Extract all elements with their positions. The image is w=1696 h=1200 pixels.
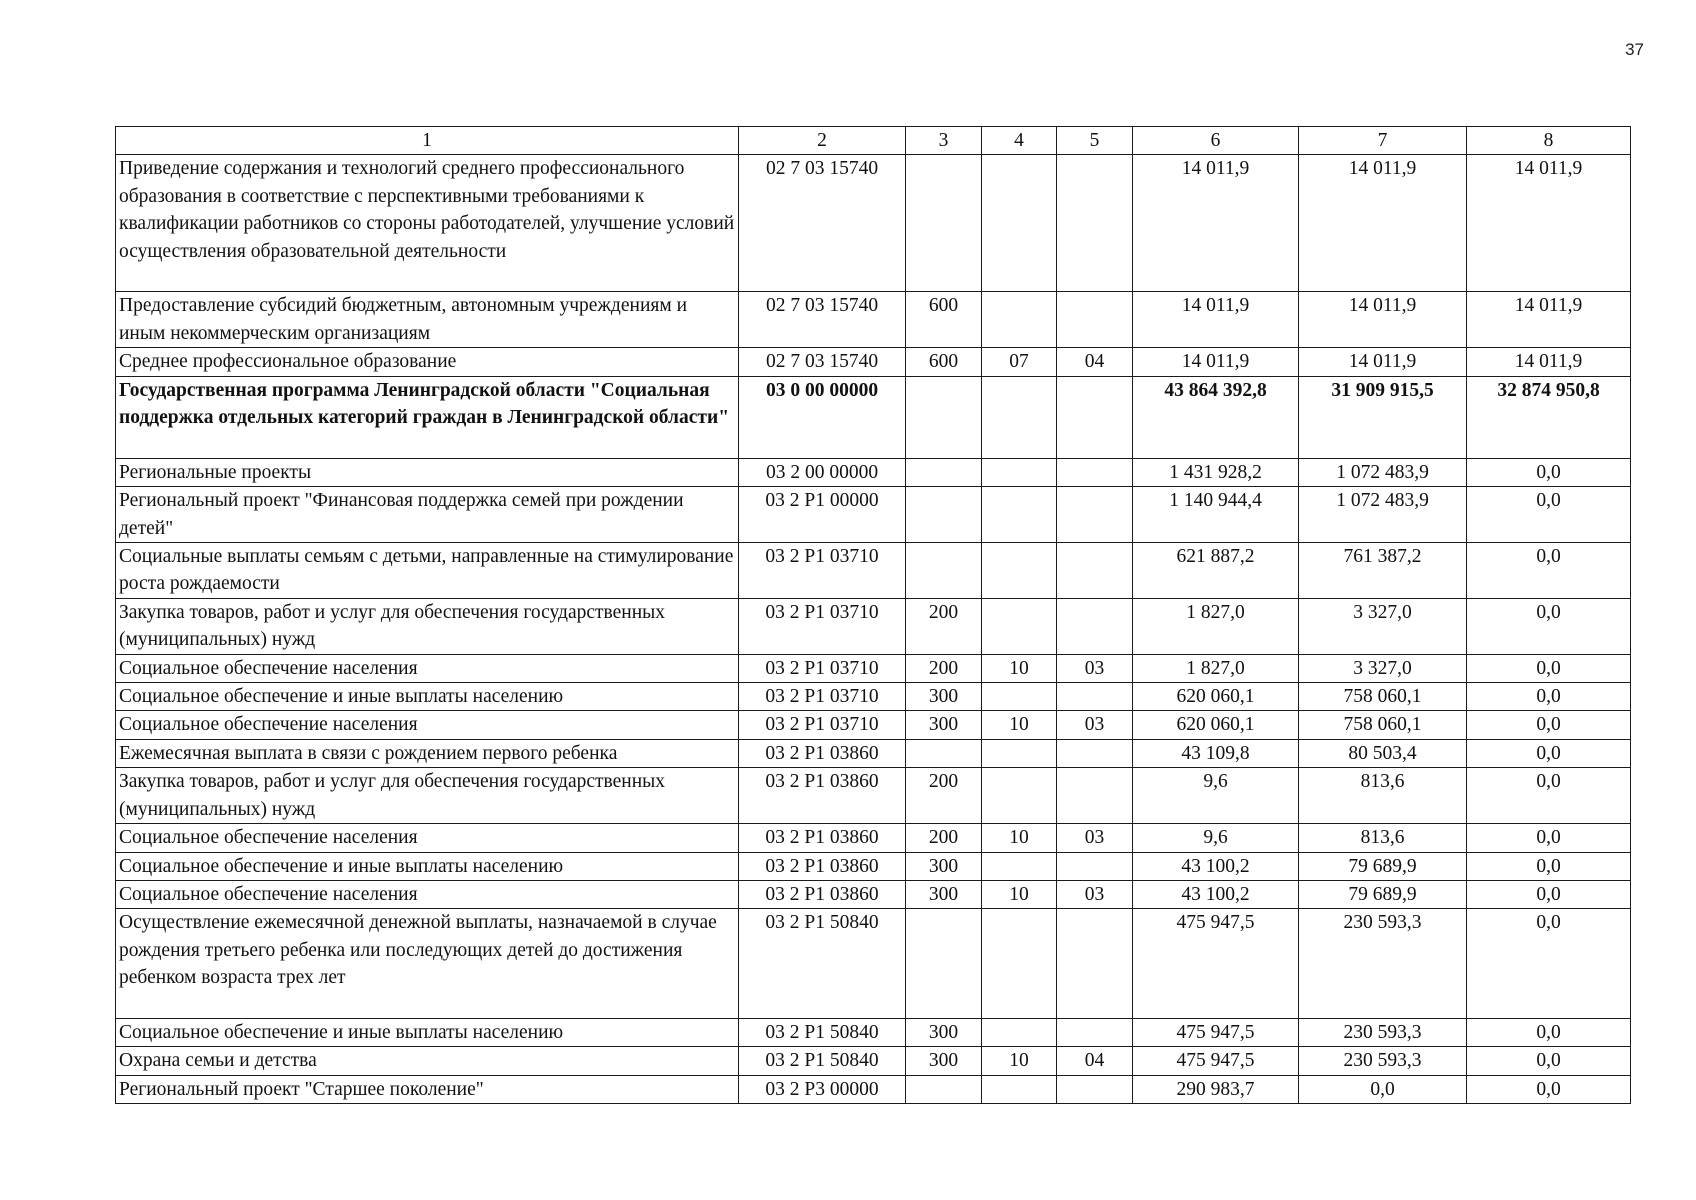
name-cell: Региональный проект "Финансовая поддержка семей при рождении детей" — [116, 487, 739, 543]
type-cell: 200 — [906, 598, 982, 654]
code-cell: 03 2 P1 50840 — [739, 1047, 906, 1075]
value-col7-cell: 1 072 483,9 — [1299, 458, 1467, 486]
type-cell: 300 — [906, 1018, 982, 1046]
value-col6-cell: 43 100,2 — [1133, 852, 1299, 880]
value-col7-cell: 761 387,2 — [1299, 543, 1467, 599]
value-col6-cell: 43 100,2 — [1133, 880, 1299, 908]
value-col7-cell: 758 060,1 — [1299, 683, 1467, 711]
value-col6-cell: 620 060,1 — [1133, 711, 1299, 739]
section-cell: 10 — [982, 654, 1057, 682]
code-cell: 03 2 P3 00000 — [739, 1075, 906, 1103]
value-col6-cell: 475 947,5 — [1133, 1018, 1299, 1046]
name-cell: Среднее профессиональное образование — [116, 348, 739, 376]
header-cell: 6 — [1133, 127, 1299, 155]
name-cell: Закупка товаров, работ и услуг для обеспечения государственных (муниципальных) нужд — [116, 598, 739, 654]
value-col8-cell: 0,0 — [1467, 768, 1631, 824]
header-cell: 5 — [1057, 127, 1133, 155]
value-col8-cell: 0,0 — [1467, 487, 1631, 543]
header-cell: 8 — [1467, 127, 1631, 155]
name-cell: Социальное обеспечение населения — [116, 880, 739, 908]
name-cell: Социальное обеспечение и иные выплаты населению — [116, 1018, 739, 1046]
section-cell — [982, 292, 1057, 348]
value-col7-cell: 230 593,3 — [1299, 1047, 1467, 1075]
name-cell: Ежемесячная выплата в связи с рождением первого ребенка — [116, 739, 739, 767]
value-col7-cell: 230 593,3 — [1299, 1018, 1467, 1046]
name-cell: Осуществление ежемесячной денежной выплаты, назначаемой в случае рождения третьего ребенка или последующих детей до достижения ребенком возраста трех лет — [116, 909, 739, 1019]
value-col7-cell: 14 011,9 — [1299, 155, 1467, 292]
section-cell — [982, 768, 1057, 824]
code-cell: 03 2 00 00000 — [739, 458, 906, 486]
table-row — [116, 543, 1631, 599]
type-cell: 300 — [906, 852, 982, 880]
code-cell: 03 2 P1 03710 — [739, 683, 906, 711]
table-row — [116, 909, 1631, 1019]
header-cell: 7 — [1299, 127, 1467, 155]
section-cell: 10 — [982, 1047, 1057, 1075]
subsection-cell — [1057, 1018, 1133, 1046]
table-row — [116, 1075, 1631, 1103]
type-cell: 600 — [906, 292, 982, 348]
value-col8-cell: 0,0 — [1467, 880, 1631, 908]
subsection-cell — [1057, 543, 1133, 599]
table-row — [116, 487, 1631, 543]
page-number: 37 — [1625, 40, 1644, 59]
name-cell: Социальное обеспечение населения — [116, 711, 739, 739]
subsection-cell: 03 — [1057, 824, 1133, 852]
subsection-cell: 03 — [1057, 711, 1133, 739]
value-col6-cell: 43 109,8 — [1133, 739, 1299, 767]
type-cell: 200 — [906, 654, 982, 682]
table-row — [116, 155, 1631, 292]
value-col7-cell: 14 011,9 — [1299, 348, 1467, 376]
table-row — [116, 654, 1631, 682]
value-col6-cell: 1 431 928,2 — [1133, 458, 1299, 486]
code-cell: 03 2 P1 03710 — [739, 598, 906, 654]
value-col6-cell: 290 983,7 — [1133, 1075, 1299, 1103]
value-col6-cell: 621 887,2 — [1133, 543, 1299, 599]
section-cell — [982, 543, 1057, 599]
code-cell: 03 2 P1 03860 — [739, 880, 906, 908]
table-row — [116, 824, 1631, 852]
subsection-cell — [1057, 1075, 1133, 1103]
table-row — [116, 458, 1631, 486]
value-col6-cell: 1 827,0 — [1133, 654, 1299, 682]
value-col8-cell: 0,0 — [1467, 1047, 1631, 1075]
subsection-cell: 04 — [1057, 348, 1133, 376]
name-cell: Государственная программа Ленинградской области "Социальная поддержка отдельных категорий граждан в Ленинградской области" — [116, 376, 739, 458]
table-row — [116, 348, 1631, 376]
section-cell — [982, 683, 1057, 711]
name-cell: Закупка товаров, работ и услуг для обеспечения государственных (муниципальных) нужд — [116, 768, 739, 824]
value-col6-cell: 43 864 392,8 — [1133, 376, 1299, 458]
header-cell: 1 — [116, 127, 739, 155]
value-col6-cell: 14 011,9 — [1133, 155, 1299, 292]
value-col7-cell: 80 503,4 — [1299, 739, 1467, 767]
table-row — [116, 768, 1631, 824]
value-col8-cell: 0,0 — [1467, 852, 1631, 880]
value-col8-cell: 0,0 — [1467, 458, 1631, 486]
value-col6-cell: 14 011,9 — [1133, 292, 1299, 348]
value-col8-cell: 14 011,9 — [1467, 292, 1631, 348]
header-cell: 4 — [982, 127, 1057, 155]
value-col8-cell: 0,0 — [1467, 543, 1631, 599]
type-cell: 300 — [906, 880, 982, 908]
subsection-cell — [1057, 292, 1133, 348]
type-cell — [906, 376, 982, 458]
section-cell — [982, 909, 1057, 1019]
table-row — [116, 683, 1631, 711]
value-col8-cell: 0,0 — [1467, 739, 1631, 767]
value-col8-cell: 14 011,9 — [1467, 348, 1631, 376]
type-cell: 300 — [906, 711, 982, 739]
name-cell: Социальное обеспечение и иные выплаты населению — [116, 683, 739, 711]
subsection-cell — [1057, 852, 1133, 880]
name-cell: Социальное обеспечение населения — [116, 824, 739, 852]
table-row — [116, 1018, 1631, 1046]
value-col8-cell: 14 011,9 — [1467, 155, 1631, 292]
value-col6-cell: 620 060,1 — [1133, 683, 1299, 711]
name-cell: Региональный проект "Старшее поколение" — [116, 1075, 739, 1103]
value-col8-cell: 0,0 — [1467, 654, 1631, 682]
value-col7-cell: 1 072 483,9 — [1299, 487, 1467, 543]
header-cell: 3 — [906, 127, 982, 155]
type-cell — [906, 739, 982, 767]
code-cell: 02 7 03 15740 — [739, 155, 906, 292]
table-row — [116, 880, 1631, 908]
name-cell: Социальные выплаты семьям с детьми, направленные на стимулирование роста рождаемости — [116, 543, 739, 599]
name-cell: Региональные проекты — [116, 458, 739, 486]
header-row — [116, 127, 1631, 155]
type-cell — [906, 155, 982, 292]
table-row — [116, 739, 1631, 767]
value-col6-cell: 1 827,0 — [1133, 598, 1299, 654]
subsection-cell — [1057, 768, 1133, 824]
code-cell: 03 2 P1 50840 — [739, 1018, 906, 1046]
value-col8-cell: 0,0 — [1467, 711, 1631, 739]
code-cell: 03 2 P1 03860 — [739, 739, 906, 767]
subsection-cell: 03 — [1057, 654, 1133, 682]
value-col8-cell: 0,0 — [1467, 598, 1631, 654]
value-col7-cell: 3 327,0 — [1299, 598, 1467, 654]
value-col6-cell: 14 011,9 — [1133, 348, 1299, 376]
code-cell: 03 2 P1 03710 — [739, 711, 906, 739]
type-cell: 300 — [906, 1047, 982, 1075]
code-cell: 03 0 00 00000 — [739, 376, 906, 458]
section-cell — [982, 598, 1057, 654]
name-cell: Приведение содержания и технологий среднего профессионального образования в соответствие с перспективными требованиями к квалификации работников со стороны работодателей, улучшение условий осуществления образовательной деятельности — [116, 155, 739, 292]
value-col8-cell: 0,0 — [1467, 909, 1631, 1019]
table-row — [116, 598, 1631, 654]
value-col7-cell: 3 327,0 — [1299, 654, 1467, 682]
section-cell — [982, 1018, 1057, 1046]
value-col6-cell: 475 947,5 — [1133, 1047, 1299, 1075]
section-cell — [982, 155, 1057, 292]
subsection-cell: 04 — [1057, 1047, 1133, 1075]
name-cell: Социальное обеспечение и иные выплаты населению — [116, 852, 739, 880]
value-col7-cell: 230 593,3 — [1299, 909, 1467, 1019]
table-row — [116, 292, 1631, 348]
type-cell — [906, 487, 982, 543]
value-col7-cell: 758 060,1 — [1299, 711, 1467, 739]
name-cell: Социальное обеспечение населения — [116, 654, 739, 682]
type-cell: 300 — [906, 683, 982, 711]
value-col8-cell: 0,0 — [1467, 683, 1631, 711]
subsection-cell — [1057, 155, 1133, 292]
code-cell: 03 2 P1 03860 — [739, 768, 906, 824]
section-cell — [982, 852, 1057, 880]
table-body — [116, 155, 1631, 1104]
type-cell — [906, 543, 982, 599]
table-row — [116, 711, 1631, 739]
subsection-cell — [1057, 487, 1133, 543]
section-cell: 10 — [982, 824, 1057, 852]
table-row — [116, 1047, 1631, 1075]
value-col8-cell: 0,0 — [1467, 1018, 1631, 1046]
subsection-cell — [1057, 376, 1133, 458]
subsection-cell — [1057, 683, 1133, 711]
code-cell: 03 2 P1 03860 — [739, 852, 906, 880]
subsection-cell — [1057, 909, 1133, 1019]
subsection-cell: 03 — [1057, 880, 1133, 908]
value-col8-cell: 32 874 950,8 — [1467, 376, 1631, 458]
subsection-cell — [1057, 598, 1133, 654]
value-col8-cell: 0,0 — [1467, 1075, 1631, 1103]
type-cell: 600 — [906, 348, 982, 376]
type-cell — [906, 909, 982, 1019]
code-cell: 02 7 03 15740 — [739, 348, 906, 376]
section-cell: 10 — [982, 880, 1057, 908]
table-row — [116, 376, 1631, 458]
subsection-cell — [1057, 739, 1133, 767]
name-cell: Предоставление субсидий бюджетным, автономным учреждениям и иным некоммерческим организациям — [116, 292, 739, 348]
value-col8-cell: 0,0 — [1467, 824, 1631, 852]
section-cell: 10 — [982, 711, 1057, 739]
value-col6-cell: 9,6 — [1133, 824, 1299, 852]
value-col7-cell: 79 689,9 — [1299, 852, 1467, 880]
value-col6-cell: 9,6 — [1133, 768, 1299, 824]
budget-table — [115, 126, 1631, 1104]
value-col7-cell: 813,6 — [1299, 768, 1467, 824]
section-cell — [982, 376, 1057, 458]
value-col6-cell: 1 140 944,4 — [1133, 487, 1299, 543]
code-cell: 03 2 P1 03710 — [739, 543, 906, 599]
type-cell — [906, 1075, 982, 1103]
value-col7-cell: 0,0 — [1299, 1075, 1467, 1103]
section-cell — [982, 487, 1057, 543]
code-cell: 03 2 P1 00000 — [739, 487, 906, 543]
type-cell: 200 — [906, 768, 982, 824]
section-cell: 07 — [982, 348, 1057, 376]
value-col7-cell: 14 011,9 — [1299, 292, 1467, 348]
section-cell — [982, 739, 1057, 767]
subsection-cell — [1057, 458, 1133, 486]
type-cell — [906, 458, 982, 486]
name-cell: Охрана семьи и детства — [116, 1047, 739, 1075]
code-cell: 03 2 P1 03710 — [739, 654, 906, 682]
type-cell: 200 — [906, 824, 982, 852]
code-cell: 03 2 P1 03860 — [739, 824, 906, 852]
value-col7-cell: 79 689,9 — [1299, 880, 1467, 908]
value-col7-cell: 31 909 915,5 — [1299, 376, 1467, 458]
value-col6-cell: 475 947,5 — [1133, 909, 1299, 1019]
section-cell — [982, 1075, 1057, 1103]
code-cell: 02 7 03 15740 — [739, 292, 906, 348]
value-col7-cell: 813,6 — [1299, 824, 1467, 852]
header-cell: 2 — [739, 127, 906, 155]
section-cell — [982, 458, 1057, 486]
table-row — [116, 852, 1631, 880]
code-cell: 03 2 P1 50840 — [739, 909, 906, 1019]
